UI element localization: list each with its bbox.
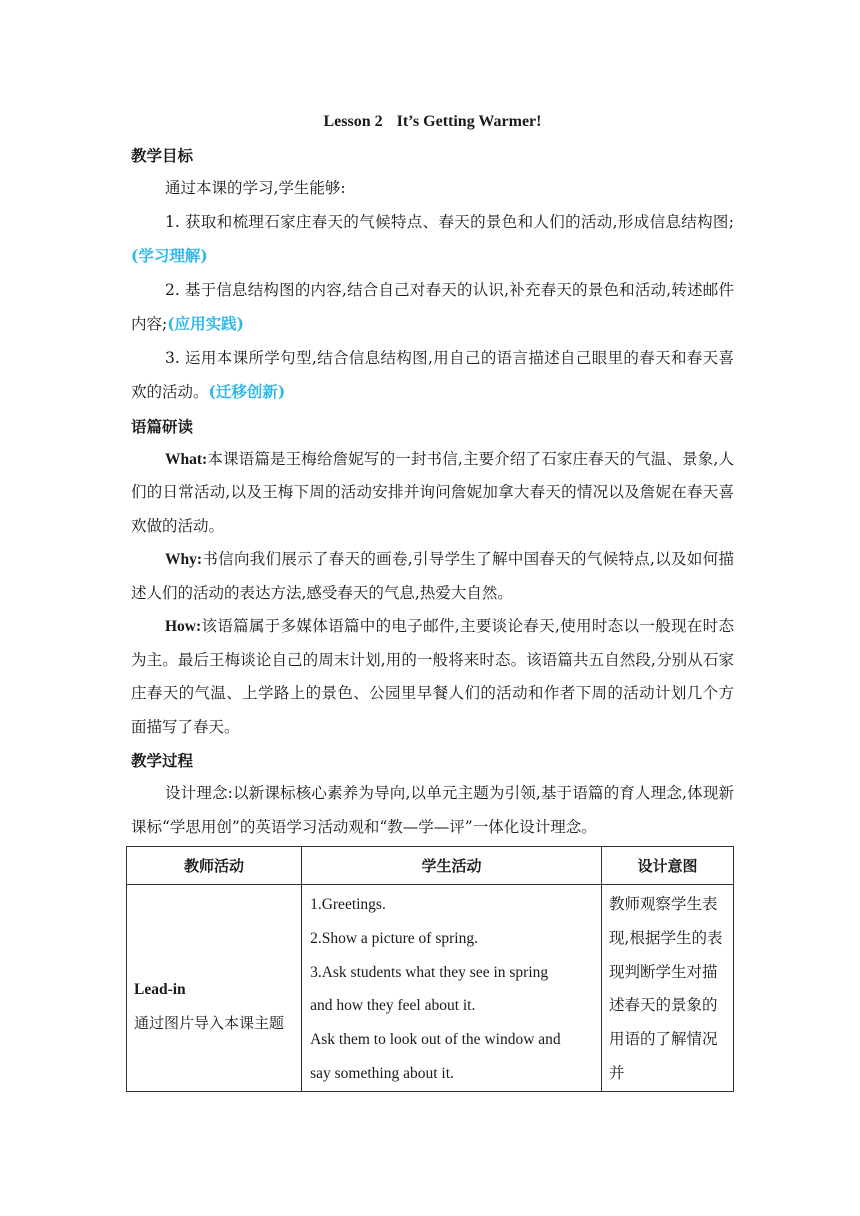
lesson-title: [131, 108, 734, 136]
objective-item-3: [131, 342, 734, 410]
student-activity-line: Ask them to look out of the window and: [310, 1031, 561, 1049]
objective-item-2: [131, 274, 734, 342]
analysis-heading: 语篇研读: [131, 416, 194, 436]
teacher-activity-cell: [127, 885, 302, 1092]
lead-in-label: Lead-in: [134, 981, 186, 998]
what-text: 本课语篇是王梅给詹妮写的一封书信,主要介绍了石家庄春天的气温、景象,人们的日常活动,以及王梅下周的活动安排并询问詹妮加拿大春天的情况以及詹妮在春天喜欢做的活动。: [131, 449, 734, 535]
how-text: 该语篇属于多媒体语篇中的电子邮件,主要谈论春天,使用时态以一般现在时态为主。最后王梅谈论自己的周末计划,用的一般将来时态。该语篇共五自然段,分别从石家庄春天的气温、上学路上的景色、公园里早餐人们的活动和作者下周的活动计划几个方面描写了春天。: [131, 617, 734, 736]
objective-tag: (迁移创新): [208, 382, 286, 401]
design-intent-cell: 教师观察学生表现,根据学生的表现判断学生对描述春天的景象的用语的了解情况并: [602, 885, 734, 1092]
lesson-number: Lesson 2: [323, 113, 383, 130]
what-label: What:: [165, 450, 208, 468]
teaching-process-table: [126, 846, 734, 1092]
header-student-activity: 学生活动: [302, 847, 602, 885]
analysis-why: [131, 543, 734, 610]
why-label: Why:: [165, 551, 203, 568]
objective-tag: (应用实践): [167, 314, 244, 333]
why-text: 书信向我们展示了春天的画卷,引导学生了解中国春天的气候特点,以及如何描述人们的活动的表达方法,感受春天的气息,热爱大自然。: [131, 550, 734, 602]
student-activity-line: 2.Show a picture of spring.: [310, 929, 478, 947]
student-activity-line: 3.Ask students what they see in spring: [310, 963, 549, 981]
objective-text: 1. 获取和梳理石家庄春天的气候特点、春天的景色和人们的活动,形成信息结构图;: [165, 212, 734, 231]
objective-item-1: [131, 206, 734, 274]
process-heading: 教学过程: [131, 751, 194, 770]
objective-tag: (学习理解): [131, 246, 208, 265]
lesson-name: It’s Getting Warmer!: [396, 113, 542, 130]
table-header-row: [127, 847, 734, 885]
student-activity-line: and how they feel about it.: [310, 997, 476, 1015]
lead-in-text: 通过图片导入本课主题: [134, 1013, 285, 1032]
student-activity-line: say something about it.: [310, 1064, 454, 1082]
analysis-what: [131, 443, 734, 544]
objective-text: 2. 基于信息结构图的内容,结合自己对春天的认识,补充春天的景色和活动,转述邮件内容;: [131, 280, 734, 333]
student-activity-line: 1.Greetings.: [310, 896, 386, 913]
header-teacher-activity: 教师活动: [127, 847, 302, 885]
header-design-intent: 设计意图: [602, 847, 734, 885]
objective-text: 3. 运用本课所学句型,结合信息结构图,用自己的语言描述自己眼里的春天和春天喜欢的活动。: [131, 348, 734, 401]
how-label: How:: [165, 618, 202, 635]
student-activity-cell: [302, 885, 602, 1092]
table-row: [127, 885, 734, 1092]
objectives-intro: 通过本课的学习,学生能够:: [165, 179, 346, 197]
document-page: [131, 108, 734, 844]
objectives-heading: 教学目标: [131, 146, 194, 165]
design-concept: 设计理念:以新课标核心素养为导向,以单元主题为引领,基于语篇的育人理念,体现新课标“学思用创”的英语学习活动观和“教—学—评”一体化设计理念。: [131, 784, 734, 836]
analysis-how: [131, 610, 734, 744]
